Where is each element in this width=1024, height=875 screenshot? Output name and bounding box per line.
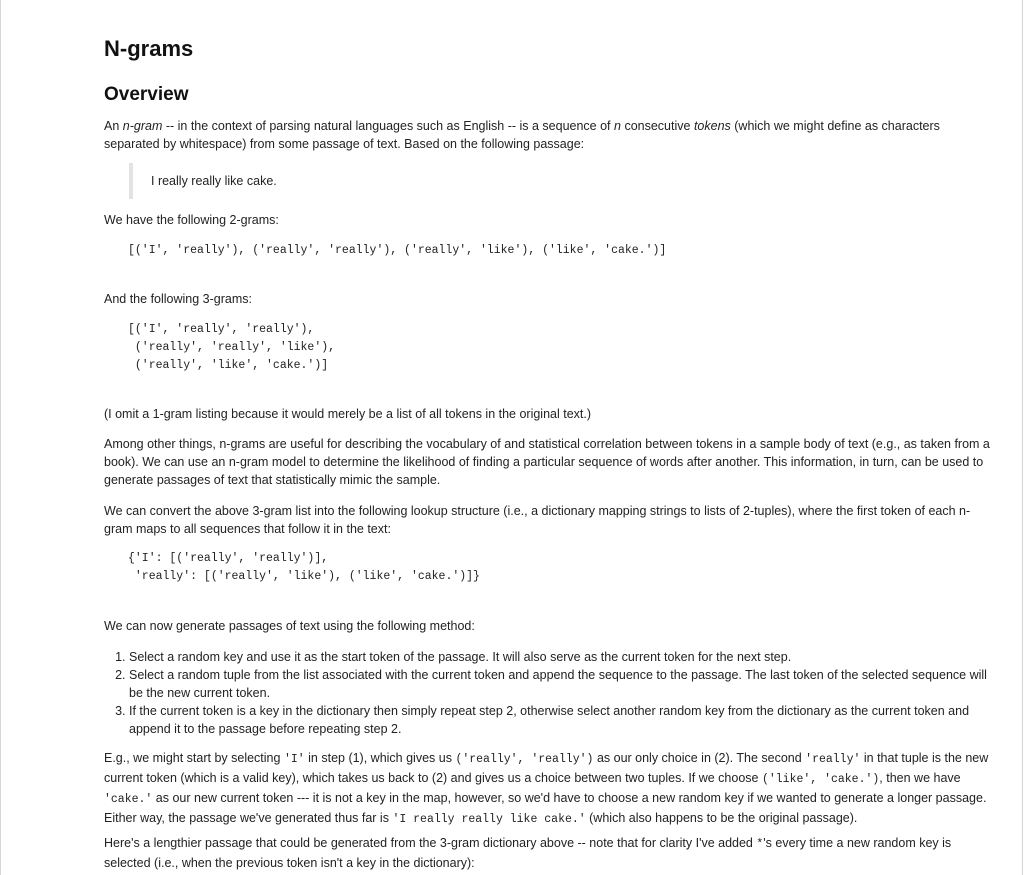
example-code: 'I' (283, 753, 305, 766)
intro-emphasis-n: n (614, 119, 621, 133)
left-border (0, 0, 1, 875)
intro-paragraph (104, 117, 996, 153)
lengthier-code: * (756, 838, 764, 851)
example-code: 'I really really like cake.' (392, 813, 586, 826)
omit-note: (I omit a 1-gram listing because it would merely be a list of all tokens in the original text.) (104, 407, 592, 421)
method-intro: We can now generate passages of text using the following method: (104, 619, 475, 633)
page-title: N-grams (104, 36, 194, 61)
passage-blockquote: I really really like cake. (129, 163, 277, 199)
dict-code: {'I': [('really', 'really')], 'really': [('really', 'like'), ('like', 'cake.')]} (128, 552, 480, 583)
lengthier-text: 's every time a new random key is selected (i.e., when the previous token isn't a key in the dictionary): (104, 836, 952, 870)
method-steps-list (104, 648, 989, 738)
example-text: in that tuple is the new current token (which is a valid key), which takes us back to (2) and gives us a choice between two tuples. If we choose (104, 751, 989, 785)
example-code: ('really', 'really') (455, 753, 594, 766)
convert-paragraph: We can convert the above 3-gram list into the following lookup structure (i.e., a dictionary mapping strings to lists of 2-tuples), where the first token of each n-gram maps to all sequences that follow it in the text: (104, 504, 971, 536)
three-grams-intro: And the following 3-grams: (104, 292, 252, 306)
example-text: as our only choice in (2). The second (593, 751, 806, 765)
two-grams-code: [('I', 'really'), ('really', 'really'), ('really', 'like'), ('like', 'cake.')] (128, 244, 667, 257)
example-paragraph (104, 749, 996, 829)
example-text: E.g., we might start by selecting (104, 751, 284, 765)
two-grams-intro: We have the following 2-grams: (104, 213, 279, 227)
example-text: as our new current token --- it is not a key in the map, however, so we'd have to choose a new random key if we wanted to generate a longer passage. Either way, the passage we've generated thus far is (104, 791, 987, 825)
example-code: 'cake.' (104, 793, 153, 806)
example-text: in step (1), which gives us (304, 751, 456, 765)
intro-text: (which we might define as characters separated by whitespace) from some passage of text. Based on the following passage: (104, 119, 940, 151)
usefulness-paragraph: Among other things, n-grams are useful for describing the vocabulary of and statistical correlation between tokens in a sample body of text (e.g., as taken from a book). We can use an n-gram model to determine the likelihood of finding a particular sequence of words after another. This information, in turn, can be used to generate passages of text that statistically mimic the sample. (104, 437, 990, 487)
example-code: ('like', 'cake.') (761, 773, 880, 786)
example-text: , then we have (879, 771, 961, 785)
intro-text: An (104, 119, 123, 133)
method-step: 1. Select a random key and use it as the start token of the passage. It will also serve as the current token for the next step. (129, 648, 989, 666)
intro-text: -- in the context of parsing natural languages such as English -- is a sequence of (162, 119, 615, 133)
lengthier-text: Here's a lengthier passage that could be generated from the 3-gram dictionary above -- note that for clarity I've added (104, 836, 757, 850)
intro-emphasis-ngram: n-gram (122, 119, 163, 133)
overview-heading: Overview (104, 84, 189, 105)
example-code: 'really' (805, 753, 861, 766)
method-step: 3. If the current token is a key in the dictionary then simply repeat step 2, otherwise select another random key from the dictionary as the current token and append it to the passage before repeating step 2. (129, 702, 989, 738)
intro-emphasis-tokens: tokens (693, 119, 731, 133)
lengthier-paragraph (104, 834, 996, 872)
right-border (1022, 0, 1023, 875)
three-grams-code: [('I', 'really', 'really'), ('really', 'really', 'like'), ('really', 'like', 'cake.')] (128, 323, 336, 372)
intro-text: consecutive (620, 119, 694, 133)
method-step: 2. Select a random tuple from the list associated with the current token and append the sequence to the passage. The last token of the selected sequence will be the new current token. (129, 666, 989, 702)
example-text: (which also happens to be the original passage). (585, 811, 858, 825)
